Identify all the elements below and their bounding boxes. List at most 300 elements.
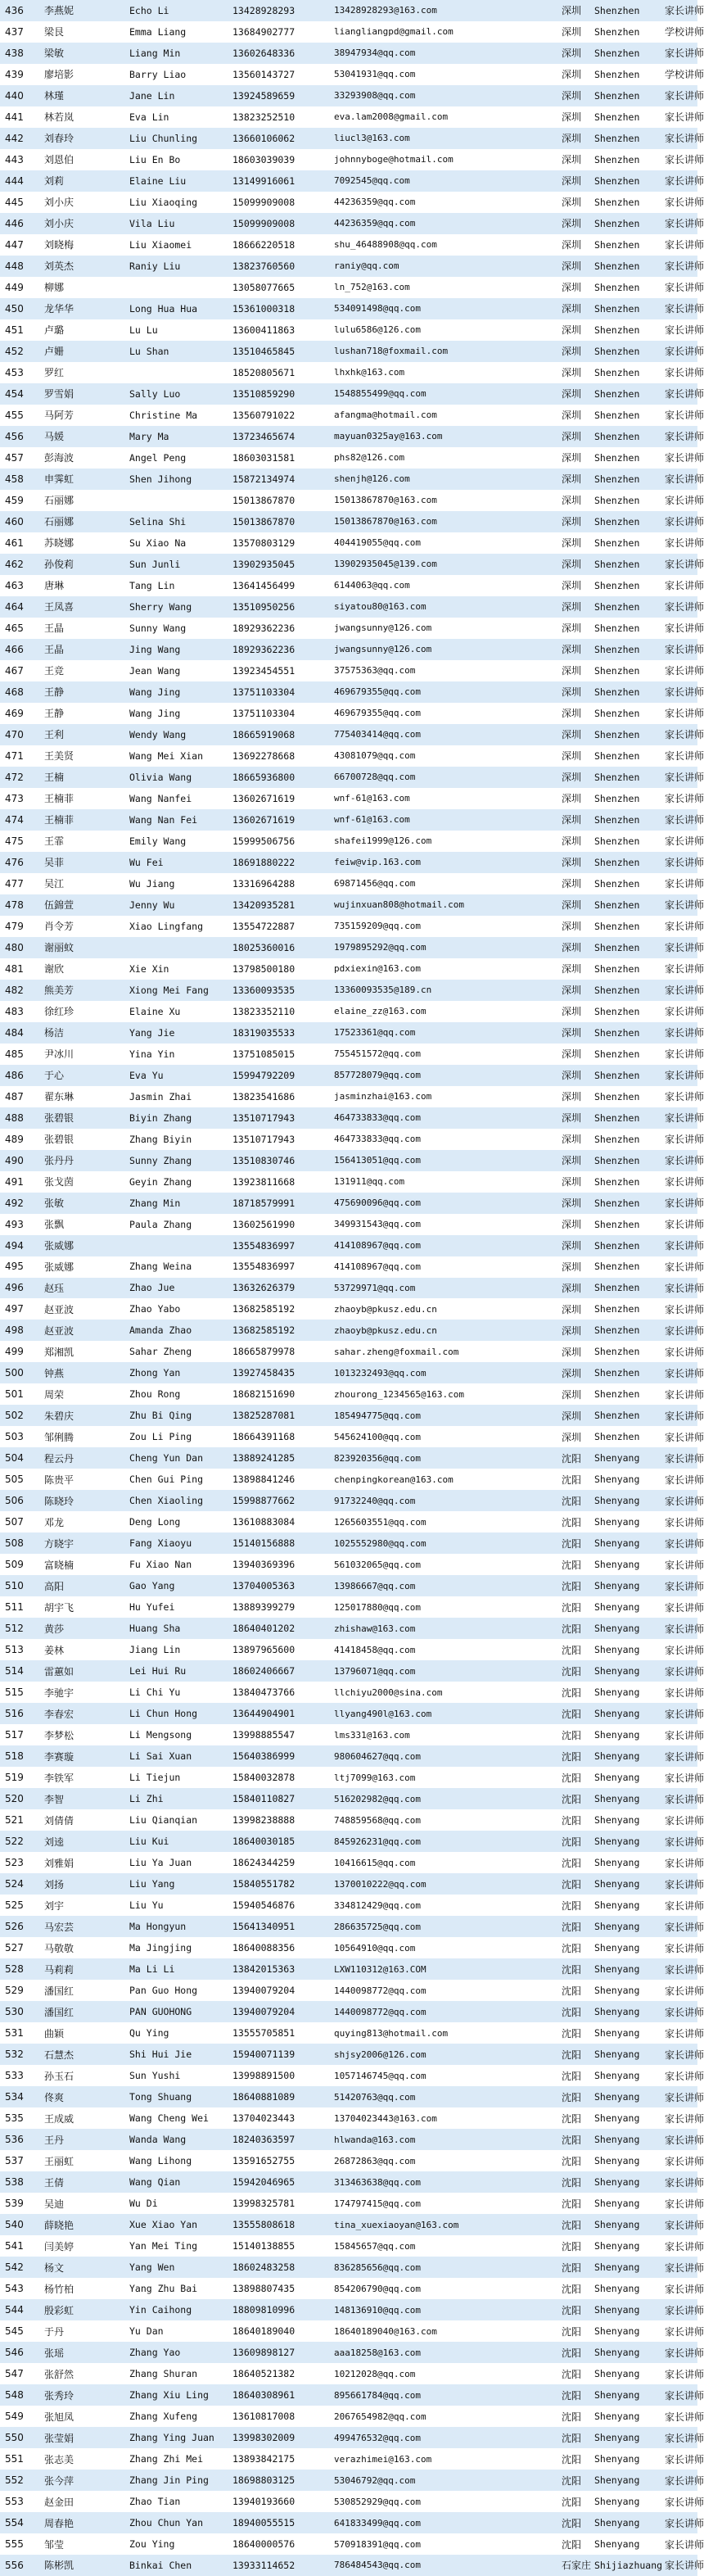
chinese-name: 张旭凤 <box>44 2411 74 2423</box>
row-number: 476 <box>5 856 24 868</box>
row-number: 523 <box>5 1857 24 1869</box>
city-chinese: 沈阳 <box>562 2027 582 2040</box>
table-row <box>0 2044 704 2065</box>
chinese-name: 王利 <box>44 729 65 741</box>
chinese-name: 高阳 <box>44 1580 65 1592</box>
city-pinyin: Shenzhen <box>594 281 640 293</box>
table-row <box>0 1150 704 1171</box>
role-label: 家长讲师 <box>665 2496 704 2508</box>
phone-number: 15994792209 <box>232 1069 296 1081</box>
phone-number: 18682151690 <box>232 1388 296 1401</box>
english-name: Lu Lu <box>129 324 158 336</box>
row-number: 473 <box>5 792 24 804</box>
table-row <box>0 170 704 192</box>
chinese-name: 黄莎 <box>44 1623 65 1635</box>
email-address: 174797415@qq.com <box>334 2198 421 2209</box>
city-pinyin: Shenzhen <box>594 1154 640 1166</box>
city-pinyin: Shenyang <box>594 1686 640 1699</box>
email-address: lhxhk@163.com <box>334 367 405 378</box>
row-number: 546 <box>5 2347 24 2359</box>
english-name: Zhang Jin Ping <box>129 2474 209 2487</box>
email-address: liucl3@163.com <box>334 133 410 144</box>
english-name: Yina Yin <box>129 1048 175 1060</box>
chinese-name: 赵珏 <box>44 1282 65 1294</box>
email-address: 857728079@qq.com <box>334 1070 421 1081</box>
role-label: 家长讲师 <box>665 48 704 60</box>
role-label: 家长讲师 <box>665 1282 704 1294</box>
phone-number: 13610883084 <box>232 1516 296 1528</box>
city-pinyin: Shenzhen <box>594 920 640 932</box>
english-name: Wang Nanfei <box>129 792 192 804</box>
phone-number: 13554836997 <box>232 1261 296 1273</box>
chinese-name: 王晶 <box>44 644 65 656</box>
email-address: afangma@hotmail.com <box>334 410 437 421</box>
phone-number: 18240363597 <box>232 2134 296 2146</box>
city-pinyin: Shenzhen <box>594 962 640 975</box>
city-pinyin: Shenzhen <box>594 749 640 762</box>
english-name: Jean Wang <box>129 664 181 677</box>
table-row <box>0 1575 704 1596</box>
chinese-name: 曲颖 <box>44 2027 65 2040</box>
phone-number: 18698803125 <box>232 2474 296 2487</box>
table-row <box>0 1895 704 1916</box>
english-name: Zhang Shuran <box>129 2368 198 2380</box>
phone-number: 13560791022 <box>232 409 296 421</box>
row-number: 526 <box>5 1921 24 1933</box>
city-chinese: 沈阳 <box>562 2538 582 2551</box>
phone-number: 13420935281 <box>232 899 296 911</box>
chinese-name: 王静 <box>44 708 65 720</box>
role-label: 家长讲师 <box>665 878 704 890</box>
chinese-name: 王竞 <box>44 665 65 677</box>
email-address: zhourong_1234565@163.com <box>334 1388 464 1400</box>
phone-number: 13428928293 <box>232 4 296 16</box>
english-name: Fang Xiaoyu <box>129 1537 192 1550</box>
email-address: 15013867870@163.com <box>334 516 437 527</box>
english-name: Paula Zhang <box>129 1218 192 1230</box>
email-address: 545624100@qq.com <box>334 1431 421 1442</box>
table-row <box>0 2107 704 2129</box>
role-label: 家长讲师 <box>665 2474 704 2487</box>
phone-number: 15013867870 <box>232 515 296 527</box>
row-number: 456 <box>5 430 24 442</box>
row-number: 437 <box>5 25 24 38</box>
city-chinese: 深圳 <box>562 622 582 635</box>
chinese-name: 于心 <box>44 1070 65 1082</box>
email-address: 10212028@qq.com <box>334 2368 416 2379</box>
email-address: 41418458@qq.com <box>334 1644 416 1655</box>
chinese-name: 张敏 <box>44 1197 65 1210</box>
phone-number: 15640386999 <box>232 1750 296 1763</box>
role-label: 学校讲师 <box>665 26 704 38</box>
chinese-name: 周荣 <box>44 1388 65 1401</box>
english-name: Tang Lin <box>129 579 175 591</box>
table-row <box>0 1193 704 1214</box>
english-name: Li Tiejun <box>129 1772 181 1784</box>
phone-number: 13751085015 <box>232 1048 296 1060</box>
city-pinyin: Shenyang <box>594 2389 640 2402</box>
row-number: 439 <box>5 68 24 80</box>
city-pinyin: Shenzhen <box>594 643 640 655</box>
phone-number: 13510859290 <box>232 387 296 400</box>
chinese-name: 吴菲 <box>44 857 65 869</box>
table-row <box>0 2448 704 2470</box>
chinese-name: 徐红珍 <box>44 1006 74 1018</box>
email-address: 404419055@qq.com <box>334 537 421 549</box>
phone-number: 13555705851 <box>232 2027 296 2040</box>
email-address: 1265603551@qq.com <box>334 1516 426 1528</box>
chinese-name: 张碧银 <box>44 1134 74 1146</box>
phone-number: 15361000318 <box>232 302 296 315</box>
city-chinese: 沈阳 <box>562 2325 582 2338</box>
city-pinyin: Shenzhen <box>594 260 640 272</box>
phone-number: 15099909008 <box>232 196 296 208</box>
role-label: 家长讲师 <box>665 814 704 826</box>
chinese-name: 林若岚 <box>44 111 74 124</box>
english-name: Wang Lihong <box>129 2155 192 2167</box>
role-label: 学校讲师 <box>665 69 704 81</box>
english-name: Sun Yushi <box>129 2070 181 2082</box>
email-address: 125017880@qq.com <box>334 1601 421 1613</box>
phone-number: 18929362236 <box>232 643 296 655</box>
row-number: 438 <box>5 47 24 59</box>
role-label: 家长讲师 <box>665 431 704 443</box>
table-row <box>0 1660 704 1682</box>
phone-number: 13682585192 <box>232 1324 296 1337</box>
city-pinyin: Shenyang <box>594 2474 640 2487</box>
role-label: 家长讲师 <box>665 1793 704 1805</box>
row-number: 545 <box>5 2325 24 2338</box>
english-name: Liu Chunling <box>129 132 198 144</box>
english-name: Sally Luo <box>129 387 181 400</box>
phone-number: 13554836997 <box>232 1239 296 1252</box>
chinese-name: 卢姗 <box>44 346 65 358</box>
phone-number: 13610817008 <box>232 2411 296 2423</box>
phone-number: 18640308961 <box>232 2389 296 2402</box>
english-name: Olivia Wang <box>129 771 192 783</box>
email-address: 38947934@qq.com <box>334 48 416 59</box>
city-chinese: 深圳 <box>562 963 582 976</box>
email-address: 561032065@qq.com <box>334 1559 421 1570</box>
city-pinyin: Shenzhen <box>594 196 640 208</box>
role-label: 家长讲师 <box>665 1261 704 1273</box>
phone-number: 13840473766 <box>232 1686 296 1699</box>
chinese-name: 刘倩倩 <box>44 1814 74 1827</box>
email-address: 499476532@qq.com <box>334 2432 421 2443</box>
email-address: mayuan0325ay@163.com <box>334 431 443 442</box>
row-number: 462 <box>5 558 24 570</box>
phone-number: 13751103304 <box>232 707 296 719</box>
row-number: 453 <box>5 366 24 378</box>
row-number: 445 <box>5 196 24 208</box>
role-label: 家长讲师 <box>665 899 704 912</box>
city-pinyin: Shenyang <box>594 1495 640 1507</box>
chinese-name: 雷蕙如 <box>44 1665 74 1677</box>
table-row <box>0 2129 704 2150</box>
english-name: Fu Xiao Nan <box>129 1559 192 1571</box>
chinese-name: 罗红 <box>44 367 65 379</box>
city-chinese: 沈阳 <box>562 1793 582 1805</box>
email-address: lms331@163.com <box>334 1729 410 1741</box>
city-chinese: 深圳 <box>562 303 582 315</box>
city-pinyin: Shenyang <box>594 2517 640 2528</box>
english-name: Su Xiao Na <box>129 536 187 549</box>
role-label: 家长讲师 <box>665 388 704 401</box>
row-number: 543 <box>5 2283 24 2295</box>
row-number: 483 <box>5 1005 24 1017</box>
role-label: 家长讲师 <box>665 1410 704 1422</box>
city-pinyin: Shenzhen <box>594 1048 640 1060</box>
chinese-name: 刘小庆 <box>44 197 74 209</box>
role-label: 家长讲师 <box>665 324 704 337</box>
table-row <box>0 1341 704 1362</box>
english-name: Wang Cheng Wei <box>129 2112 209 2125</box>
row-number: 500 <box>5 1367 24 1379</box>
city-pinyin: Shenzhen <box>594 984 640 996</box>
email-address: 286635725@qq.com <box>334 1921 421 1932</box>
table-row <box>0 2384 704 2406</box>
city-pinyin: Shenyang <box>594 2325 640 2338</box>
table-row <box>0 1362 704 1383</box>
row-number: 488 <box>5 1111 24 1124</box>
table-row <box>0 2512 704 2533</box>
phone-number: 13591652755 <box>232 2155 296 2167</box>
english-name: Pan Guo Hong <box>129 1985 198 1997</box>
phone-number: 18640521382 <box>232 2368 296 2380</box>
english-name: Jiang Lin <box>129 1644 181 1656</box>
city-chinese: 沈阳 <box>562 2389 582 2402</box>
row-number: 541 <box>5 2240 24 2252</box>
phone-number: 13602671619 <box>232 792 296 804</box>
email-address: 17523361@qq.com <box>334 1027 416 1039</box>
row-number: 536 <box>5 2134 24 2146</box>
city-chinese: 深圳 <box>562 1261 582 1273</box>
english-name: Elaine Xu <box>129 1005 181 1017</box>
row-number: 493 <box>5 1218 24 1230</box>
phone-number: 18666220518 <box>232 238 296 251</box>
city-pinyin: Shenyang <box>594 1857 640 1869</box>
city-chinese: 沈阳 <box>562 1857 582 1869</box>
english-name: Gao Yang <box>129 1580 175 1592</box>
english-name: Zhang Ying Juan <box>129 2432 214 2444</box>
row-number: 520 <box>5 1793 24 1805</box>
email-address: wujinxuan808@hotmail.com <box>334 899 464 911</box>
table-row <box>0 852 704 873</box>
email-address: 1057146745@qq.com <box>334 2070 426 2081</box>
role-label: 家长讲师 <box>665 2112 704 2125</box>
english-name: Liu Xiaoqing <box>129 196 198 208</box>
city-pinyin: Shenyang <box>594 2453 640 2465</box>
row-number: 544 <box>5 2304 24 2316</box>
table-row <box>0 1065 704 1086</box>
city-pinyin: Shenzhen <box>594 707 640 719</box>
row-number: 436 <box>5 4 24 16</box>
table-row <box>0 937 704 958</box>
row-number: 551 <box>5 2453 24 2465</box>
role-label: 家长讲师 <box>665 921 704 933</box>
city-chinese: 沈阳 <box>562 1452 582 1465</box>
city-chinese: 深圳 <box>562 239 582 251</box>
city-chinese: 深圳 <box>562 580 582 592</box>
table-row <box>0 21 704 43</box>
chinese-name: 柳娜 <box>44 282 65 294</box>
city-chinese: 沈阳 <box>562 1559 582 1571</box>
city-pinyin: Shenyang <box>594 1708 640 1720</box>
row-number: 550 <box>5 2432 24 2444</box>
phone-number: 13510717943 <box>232 1111 296 1124</box>
row-number: 458 <box>5 473 24 485</box>
table-row <box>0 192 704 213</box>
email-address: 1979895292@qq.com <box>334 942 426 953</box>
row-number: 556 <box>5 2559 24 2571</box>
table-row <box>0 1767 704 1788</box>
chinese-name: 刘逵 <box>44 1836 65 1848</box>
english-name: Li Mengsong <box>129 1729 192 1741</box>
row-number: 515 <box>5 1686 24 1699</box>
chinese-name: 张瑶 <box>44 2347 65 2359</box>
city-chinese: 深圳 <box>562 537 582 550</box>
city-pinyin: Shenzhen <box>594 324 640 336</box>
row-number: 452 <box>5 345 24 357</box>
table-row <box>0 1532 704 1554</box>
city-chinese: 深圳 <box>562 857 582 869</box>
city-chinese: 沈阳 <box>562 1537 582 1550</box>
english-name: Wanda Wang <box>129 2134 187 2146</box>
phone-number: 13510830746 <box>232 1154 296 1166</box>
chinese-name: 张威娜 <box>44 1240 74 1252</box>
role-label: 家长讲师 <box>665 2453 704 2465</box>
phone-number: 18665919068 <box>232 728 296 740</box>
english-name: Sunny Zhang <box>129 1154 192 1166</box>
city-chinese: 沈阳 <box>562 2496 582 2508</box>
role-label: 家长讲师 <box>665 1388 704 1401</box>
email-address: 469679355@qq.com <box>334 686 421 698</box>
table-row <box>0 596 704 618</box>
role-label: 家长讲师 <box>665 2432 704 2444</box>
city-pinyin: Shenzhen <box>594 1410 640 1422</box>
english-name: Zhao Tian <box>129 2496 181 2507</box>
role-label: 家长讲师 <box>665 1134 704 1146</box>
chinese-name: 潘国红 <box>44 1985 74 1997</box>
city-pinyin: Shenyang <box>594 1985 640 1997</box>
city-chinese: 沈阳 <box>562 1495 582 1507</box>
city-pinyin: Shenyang <box>594 1942 640 1954</box>
phone-number: 13602648336 <box>232 47 296 59</box>
city-chinese: 沈阳 <box>562 2261 582 2274</box>
city-chinese: 沈阳 <box>562 2176 582 2189</box>
city-pinyin: Shenzhen <box>594 1090 640 1102</box>
role-label: 家长讲师 <box>665 2049 704 2061</box>
city-chinese: 深圳 <box>562 26 582 38</box>
phone-number: 13998885547 <box>232 1729 296 1741</box>
row-number: 531 <box>5 2027 24 2040</box>
city-pinyin: Shenyang <box>594 1580 640 1592</box>
table-row <box>0 2065 704 2086</box>
english-name: Liang Min <box>129 47 181 59</box>
city-chinese: 沈阳 <box>562 1942 582 1954</box>
city-pinyin: Shenzhen <box>594 771 640 783</box>
role-label: 家长讲师 <box>665 2517 704 2529</box>
english-name: Lu Shan <box>129 345 169 357</box>
phone-number: 13927458435 <box>232 1367 296 1379</box>
role-label: 家长讲师 <box>665 1857 704 1869</box>
city-pinyin: Shenyang <box>594 2347 640 2359</box>
city-pinyin: Shenyang <box>594 2411 640 2423</box>
phone-number: 13889241285 <box>232 1452 296 1465</box>
table-row <box>0 2427 704 2448</box>
row-number: 549 <box>5 2411 24 2423</box>
table-row <box>0 1299 704 1320</box>
chinese-name: 廖培影 <box>44 69 74 81</box>
chinese-name: 殷彩虹 <box>44 2304 74 2316</box>
table-row <box>0 1745 704 1767</box>
role-label: 家长讲师 <box>665 1899 704 1912</box>
phone-number: 13998325781 <box>232 2198 296 2210</box>
english-name: Mary Ma <box>129 430 169 442</box>
chinese-name: 李燕妮 <box>44 5 74 17</box>
english-name: Emily Wang <box>129 835 187 847</box>
english-name: Emma Liang <box>129 25 187 38</box>
phone-number: 13684902777 <box>232 25 296 38</box>
phone-number: 18665936800 <box>232 771 296 783</box>
city-pinyin: Shenyang <box>594 2198 640 2210</box>
role-label: 家长讲师 <box>665 2070 704 2082</box>
city-chinese: 沈阳 <box>562 1899 582 1912</box>
english-name: Zhang Weina <box>129 1261 192 1273</box>
city-pinyin: Shenzhen <box>594 409 640 421</box>
table-row <box>0 916 704 937</box>
row-number: 496 <box>5 1282 24 1294</box>
role-label: 家长讲师 <box>665 2240 704 2252</box>
english-name: Wang Nan Fei <box>129 813 198 826</box>
chinese-name: 谢欣 <box>44 963 65 976</box>
phone-number: 18624344259 <box>232 1857 296 1869</box>
role-label: 家长讲师 <box>665 2155 704 2167</box>
city-chinese: 深圳 <box>562 367 582 379</box>
table-row <box>0 2555 704 2576</box>
chinese-name: 罗雪娟 <box>44 388 74 401</box>
city-chinese: 深圳 <box>562 835 582 848</box>
role-label: 家长讲师 <box>665 1197 704 1210</box>
city-chinese: 深圳 <box>562 1027 582 1039</box>
phone-number: 13823252510 <box>232 111 296 123</box>
city-chinese: 沈阳 <box>562 2049 582 2061</box>
email-address: jasminzhai@163.com <box>334 1091 432 1102</box>
table-row <box>0 703 704 724</box>
city-chinese: 沈阳 <box>562 2453 582 2465</box>
chinese-name: 尹冰川 <box>44 1048 74 1061</box>
city-chinese: 深圳 <box>562 559 582 571</box>
city-pinyin: Shenzhen <box>594 1282 640 1294</box>
table-row <box>0 128 704 149</box>
email-address: 148136910@qq.com <box>334 2304 421 2316</box>
phone-number: 15013867870 <box>232 494 296 506</box>
english-name: Sun Junli <box>129 558 181 570</box>
row-number: 490 <box>5 1154 24 1166</box>
english-name: Echo Li <box>129 4 169 16</box>
city-pinyin: Shenzhen <box>594 1111 640 1124</box>
city-pinyin: Shenyang <box>594 2006 640 2018</box>
english-name: Jane Lin <box>129 89 175 102</box>
city-chinese: 深圳 <box>562 1388 582 1401</box>
role-label: 家长讲师 <box>665 5 704 17</box>
role-label: 家长讲师 <box>665 1985 704 1997</box>
table-row <box>0 2235 704 2257</box>
city-pinyin: Shenyang <box>594 1878 640 1890</box>
city-pinyin: Shenzhen <box>594 473 640 485</box>
city-pinyin: Shenzhen <box>594 600 640 613</box>
city-chinese: 深圳 <box>562 5 582 17</box>
